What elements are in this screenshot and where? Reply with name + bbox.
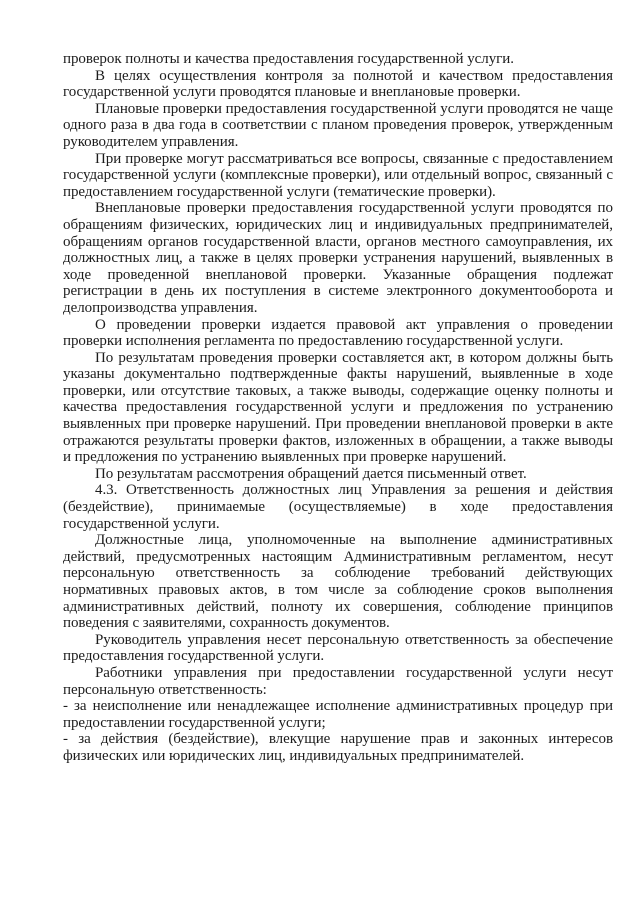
paragraph-unscheduled-inspections: Внеплановые проверки предоставления государственной услуги проводятся по обращениям физических, юридических лиц и индивидуальных предпринимателей, обращениям органов государственной власти, органов местного самоуправления, их должностных лиц, а также в целях проверки устранения нарушений, выявленных в ходе проведенной внеплановой проверки. Указанные обращения подлежат регистрации в день их поступления в системе электронного документооборота и делопроизводства управления. bbox=[63, 200, 613, 316]
section-heading-4-3: 4.3. Ответственность должностных лиц Управления за решения и действия (бездействие), принимаемые (осуществляемые) в ходе предоставления государственной услуги. bbox=[63, 482, 613, 532]
paragraph-inspection-scope: При проверке могут рассматриваться все вопросы, связанные с предоставлением государственной услуги (комплексные проверки), или отдельный вопрос, связанный с предоставлением государственной услуги (тематические проверки). bbox=[63, 150, 613, 200]
list-item-non-performance: - за неисполнение или ненадлежащее исполнение административных процедур при предоставлении государственной услуги; bbox=[63, 698, 613, 731]
list-item-rights-violation: - за действия (бездействие), влекущие нарушение прав и законных интересов физических или юридических лиц, индивидуальных предпринимателей. bbox=[63, 731, 613, 764]
paragraph-control-purpose: В целях осуществления контроля за полнотой и качеством предоставления государственной услуги проводятся плановые и внеплановые проверки. bbox=[63, 67, 613, 101]
document-body bbox=[63, 51, 613, 765]
paragraph-staff-responsibility: Работники управления при предоставлении государственной услуги несут персональную ответственность: bbox=[63, 664, 613, 698]
paragraph-planned-inspections: Плановые проверки предоставления государственной услуги проводятся не чаще одного раза в два года в соответствии с планом проведения проверок, утвержденным руководителем управления. bbox=[63, 100, 613, 150]
paragraph-officials-responsibility: Должностные лица, уполномоченные на выполнение административных действий, предусмотренных настоящим Административным регламентом, несут персональную ответственность за соблюдение требований действующих нормативных правовых актов, в том числе за соблюдение сроков выполнения административных действий, полноту их совершения, соблюдение принципов поведения с заявителями, сохранность документов. bbox=[63, 532, 613, 632]
paragraph-legal-act: О проведении проверки издается правовой акт управления о проведении проверки исполнения регламента по предоставлению государственной услуги. bbox=[63, 316, 613, 350]
paragraph-written-response: По результатам рассмотрения обращений дается письменный ответ. bbox=[95, 465, 527, 482]
paragraph-inspection-results: По результатам проведения проверки составляется акт, в котором должны быть указаны документально подтвержденные факты нарушений, выявленные в ходе проверки, или отсутствие таковых, а также выводы, содержащие оценку полноты и качества предоставления государственной услуги и предложения по устранению выявленных при проверке нарушений. При проведении внеплановой проверки в акте отражаются результаты проверки фактов, изложенных в обращении, а также выводы и предложения по устранению выявленных при проверке нарушений. bbox=[63, 349, 613, 466]
paragraph-continuation: проверок полноты и качества предоставления государственной услуги. bbox=[63, 51, 514, 67]
paragraph-head-responsibility: Руководитель управления несет персональную ответственность за обеспечение предоставления государственной услуги. bbox=[63, 631, 613, 665]
